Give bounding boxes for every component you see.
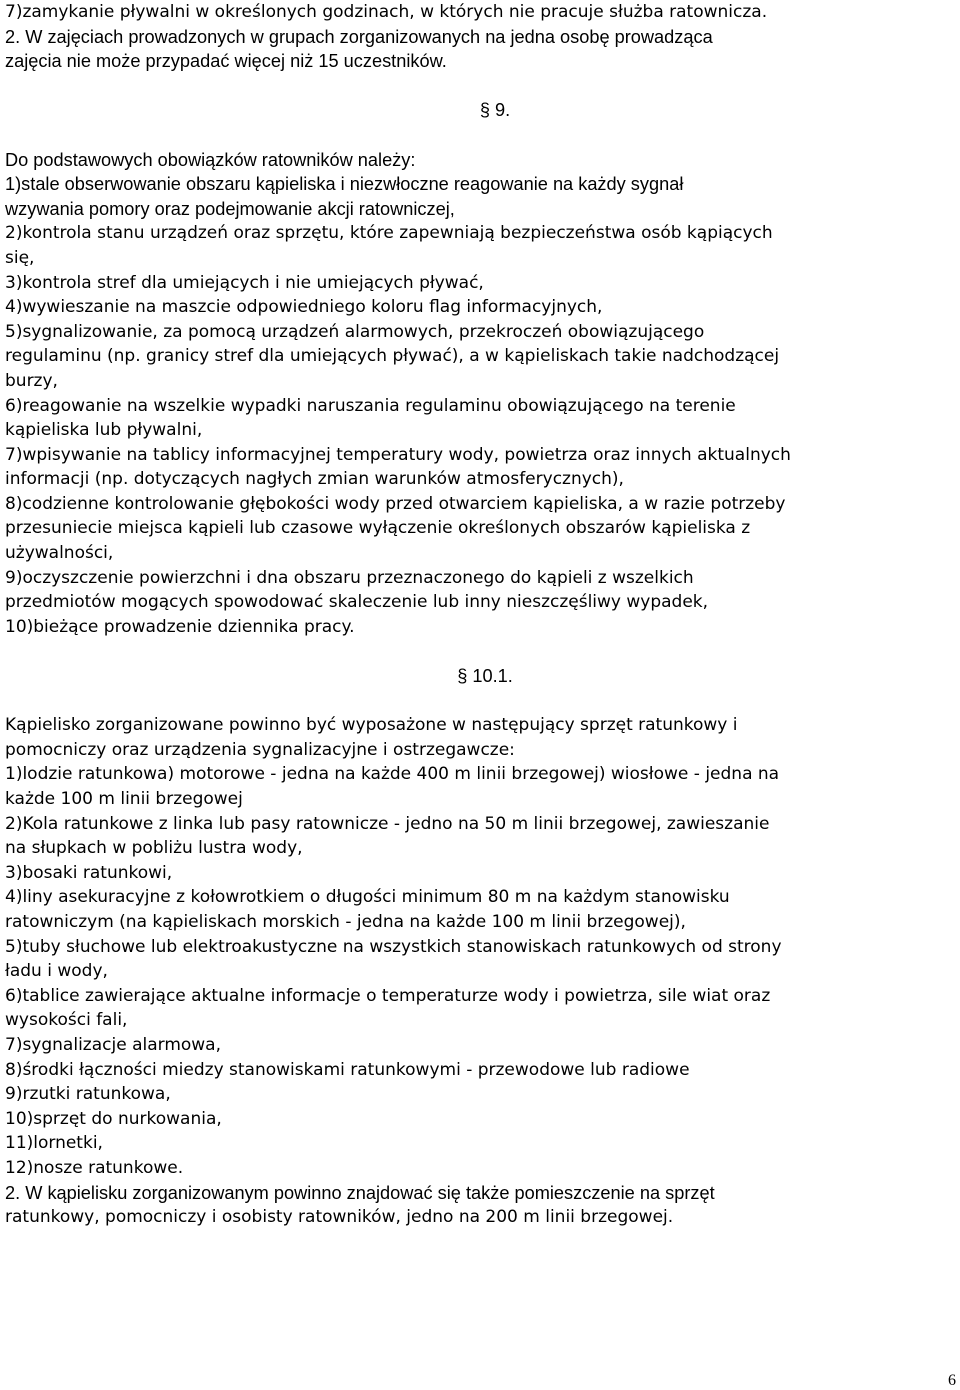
document-line: 6)reagowanie na wszelkie wypadki naruszania regulaminu obowiązującego na terenie bbox=[5, 395, 736, 416]
document-line: 10)sprzęt do nurkowania, bbox=[5, 1108, 222, 1129]
intro-line: zajęcia nie może przypadać więcej niż 15 uczestników. bbox=[5, 51, 447, 72]
document-line: regulaminu (np. granicy stref dla umiejących pływać), a w kąpieliskach takie nadchodzącej bbox=[5, 346, 780, 367]
document-line: kąpieliska lub pływalni, bbox=[5, 420, 203, 441]
document-line: ładu i wody, bbox=[5, 961, 108, 982]
document-line: 2. W kąpielisku zorganizowanym powinno znajdować się także pomieszczenie na sprzęt bbox=[5, 1182, 715, 1203]
document-line: 1)lodzie ratunkowa) motorowe - jedna na każde 400 m linii brzegowej) wiosłowe - jedna na bbox=[5, 764, 780, 785]
intro-block bbox=[5, 0, 955, 74]
document-line: 12)nosze ratunkowe. bbox=[5, 1157, 184, 1178]
document-line: 3)kontrola stref dla umiejących i nie umiejących pływać, bbox=[5, 272, 484, 293]
document-line: 5)sygnalizowanie, za pomocą urządzeń alarmowych, przekroczeń obowiązującego bbox=[5, 321, 705, 342]
document-line: 1)stale obserwowanie obszaru kąpieliska i niezwłoczne reagowanie na każdy sygnał bbox=[5, 174, 684, 195]
document-line: 7)sygnalizacje alarmowa, bbox=[5, 1034, 222, 1055]
page-number: 6 bbox=[948, 1372, 956, 1389]
document-line: na słupkach w pobliżu lustra wody, bbox=[5, 838, 303, 859]
document-line: 9)rzutki ratunkowa, bbox=[5, 1084, 171, 1105]
document-line: 8)codzienne kontrolowanie głębokości wody przed otwarciem kąpieliska, a w razie potrzeby bbox=[5, 493, 786, 514]
document-line: pomocniczy oraz urządzenia sygnalizacyjne i ostrzegawcze: bbox=[5, 739, 515, 760]
spacer bbox=[5, 123, 955, 148]
section-9 bbox=[5, 98, 955, 639]
document-line: 3)bosaki ratunkowi, bbox=[5, 862, 173, 883]
document-line: ratowniczym (na kąpieliskach morskich - jedna na każde 100 m linii brzegowej), bbox=[5, 911, 686, 932]
section-9-heading: § 9. bbox=[479, 100, 511, 121]
document-line: używalności, bbox=[5, 543, 114, 564]
document-line: Kąpielisko zorganizowane powinno być wyposażone w następujący sprzęt ratunkowy i bbox=[5, 715, 738, 736]
document-line: 11)lornetki, bbox=[5, 1133, 103, 1154]
intro-line: 7)zamykanie pływalni w określonych godzinach, w których nie pracuje służba ratownicza. bbox=[5, 2, 768, 22]
document-line: 5)tuby słuchowe lub elektroakustyczne na wszystkich stanowiskach ratunkowych od strony bbox=[5, 936, 782, 957]
section-10 bbox=[5, 664, 955, 1230]
document-line: się, bbox=[5, 247, 35, 268]
document-line: 2)Kola ratunkowe z linka lub pasy ratownicze - jedno na 50 m linii brzegowej, zawieszanie bbox=[5, 813, 770, 834]
intro-line: 2. W zajęciach prowadzonych w grupach zorganizowanych na jedna osobę prowadząca bbox=[5, 26, 713, 47]
document-line: 4)liny asekuracyjne z kołowrotkiem o długości minimum 80 m na każdym stanowisku bbox=[5, 887, 730, 908]
document-page bbox=[5, 0, 955, 1230]
document-line: 4)wywieszanie na maszcie odpowiedniego koloru flag informacyjnych, bbox=[5, 297, 603, 318]
document-line: przedmiotów mogących spowodować skaleczenie lub inny nieszczęśliwy wypadek, bbox=[5, 592, 709, 613]
document-line: każde 100 m linii brzegowej bbox=[5, 789, 243, 809]
document-line: 7)wpisywanie na tablicy informacyjnej temperatury wody, powietrza oraz innych aktualnych bbox=[5, 444, 791, 465]
document-line: wzywania pomory oraz podejmowanie akcji ratowniczej, bbox=[5, 198, 455, 219]
document-line: przesuniecie miejsca kąpieli lub czasowe wyłączenie określonych obszarów kąpieliska z bbox=[5, 518, 751, 539]
document-line: 9)oczyszczenie powierzchni i dna obszaru przeznaczonego do kąpieli z wszelkich bbox=[5, 567, 694, 588]
document-line: 2)kontrola stanu urządzeń oraz sprzętu, które zapewniają bezpieczeństwa osób kąpiących bbox=[5, 223, 773, 244]
section-9-lead: Do podstawowych obowiązków ratowników należy: bbox=[5, 149, 416, 170]
document-line: 6)tablice zawierające aktualne informacje o temperaturze wody i powietrza, sile wiat oraz bbox=[5, 985, 771, 1006]
section-9-list bbox=[5, 172, 955, 639]
document-line: wysokości fali, bbox=[5, 1010, 128, 1031]
spacer bbox=[5, 74, 955, 99]
document-line: informacji (np. dotyczących nagłych zmian warunków atmosferycznych), bbox=[5, 469, 624, 490]
document-line: burzy, bbox=[5, 370, 58, 391]
spacer bbox=[5, 639, 955, 664]
spacer bbox=[5, 689, 955, 714]
document-line: ratunkowy, pomocniczy i osobisty ratowników, jedno na 200 m linii brzegowej. bbox=[5, 1207, 674, 1228]
section-10-heading: § 10.1. bbox=[457, 666, 513, 687]
document-line: 10)bieżące prowadzenie dziennika pracy. bbox=[5, 616, 355, 637]
section-10-list bbox=[5, 713, 955, 1229]
document-line: 8)środki łączności miedzy stanowiskami ratunkowymi - przewodowe lub radiowe bbox=[5, 1059, 690, 1080]
